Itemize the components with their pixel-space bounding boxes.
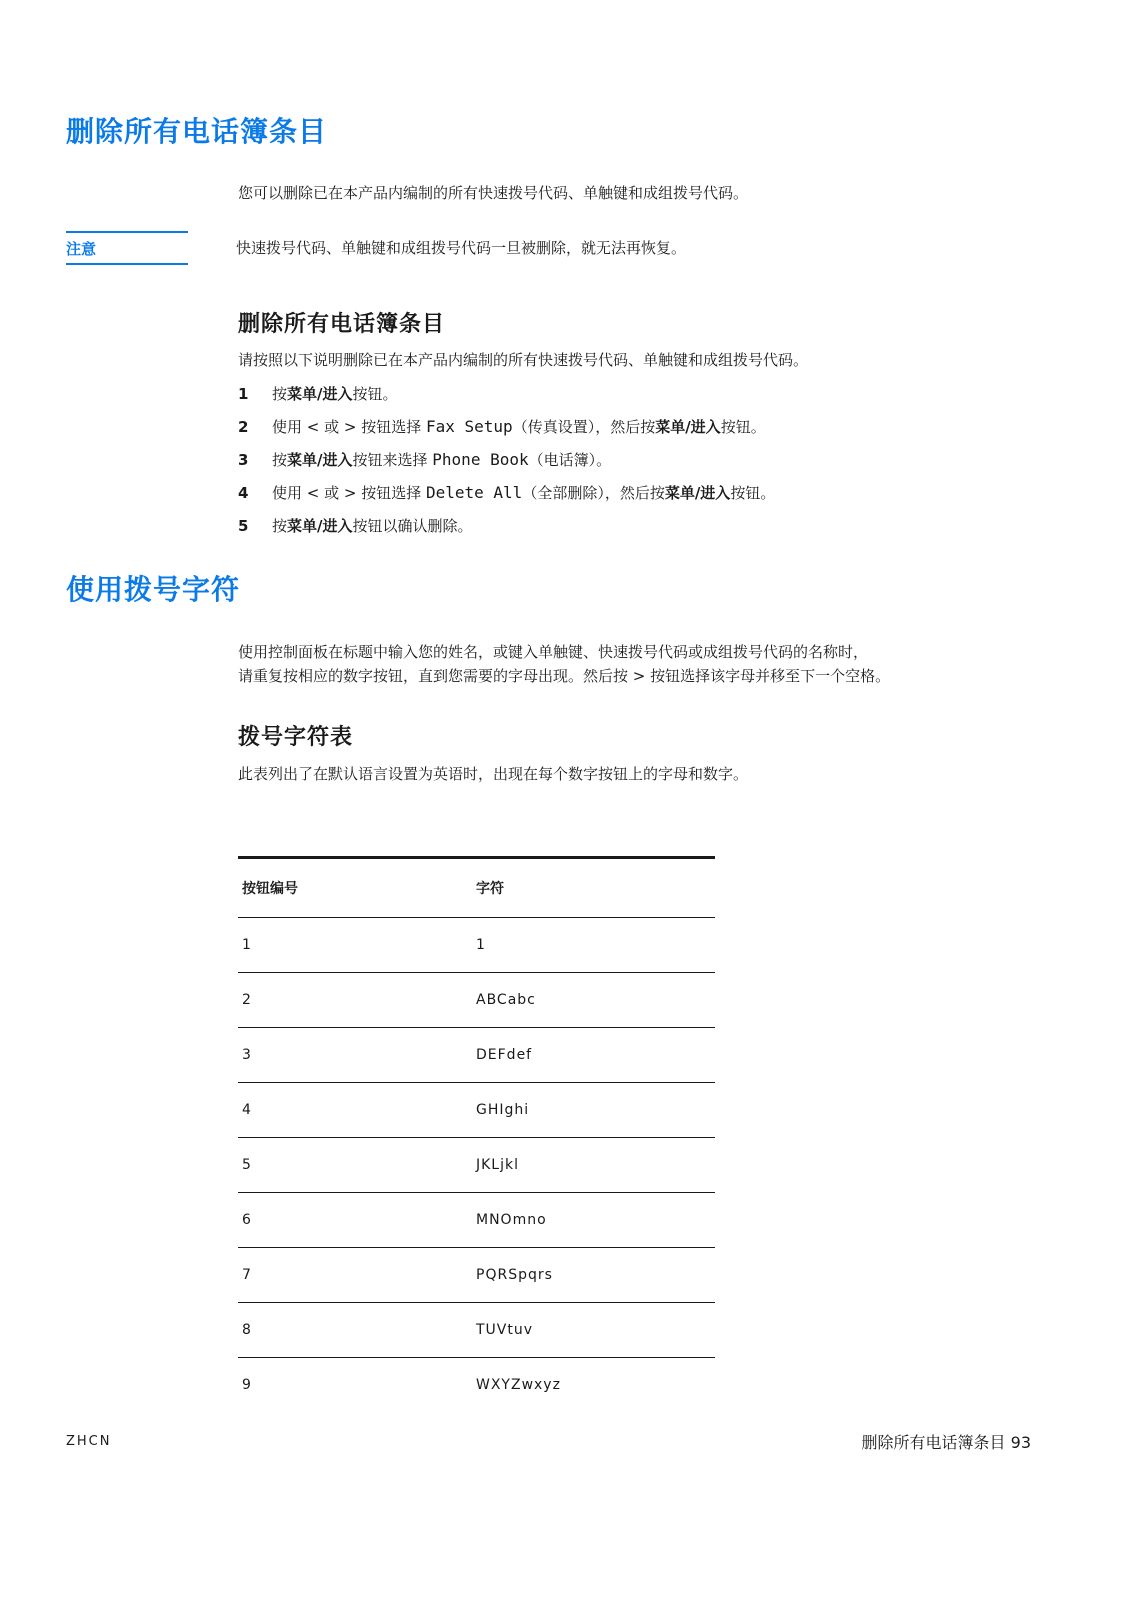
table-row (238, 918, 715, 973)
table-row (238, 1248, 715, 1303)
section2-paragraph-line2: 请重复按相应的数字按钮，直到您需要的字母出现。然后按 > 按钮选择该字母并移至下一个空格。 (238, 667, 891, 685)
step-bold-text: 菜单/进入 (287, 517, 353, 535)
button-number-cell: 1 (238, 918, 472, 973)
note-top-rule (66, 231, 188, 233)
characters-cell: ABCabc (472, 973, 715, 1028)
footer-page-label: 删除所有电话簿条目 93 (861, 1433, 1031, 1452)
note-label: 注意 (66, 240, 97, 258)
step-number: 3 (238, 451, 249, 469)
table-row (238, 1193, 715, 1248)
section-title-dial-characters: 使用拨号字符 (66, 573, 241, 606)
subsection-title-delete-entries: 删除所有电话簿条目 (238, 312, 446, 337)
step-mono-text: Phone Book (432, 450, 529, 469)
section-title-delete-entries: 删除所有电话簿条目 (66, 115, 328, 148)
button-number-cell: 3 (238, 1028, 472, 1083)
steps-list (238, 382, 775, 547)
step-bold-text: 菜单/进入 (287, 385, 353, 403)
characters-cell: TUVtuv (472, 1303, 715, 1358)
step-text: 按钮。 (720, 418, 766, 436)
characters-cell: DEFdef (472, 1028, 715, 1083)
step-number: 5 (238, 517, 249, 535)
step-text: 按 (272, 451, 288, 469)
step-text: （传真设置），然后按 (512, 418, 656, 436)
step-text: （全部删除），然后按 (522, 484, 665, 502)
button-number-cell: 5 (238, 1138, 472, 1193)
button-number-cell: 6 (238, 1193, 472, 1248)
step-5 (238, 514, 775, 547)
step-number: 2 (238, 418, 249, 436)
step-text: 使用 < 或 > 按钮选择 (272, 484, 426, 502)
step-number: 4 (238, 484, 249, 502)
table-row (238, 1138, 715, 1193)
section-intro: 您可以删除已在本产品内编制的所有快速拨号代码、单触键和成组拨号代码。 (238, 184, 749, 202)
step-1 (238, 382, 775, 415)
button-number-cell: 9 (242, 1377, 252, 1393)
step-text: （电话簿）。 (528, 451, 612, 469)
characters-cell: WXYZwxyz (476, 1377, 561, 1393)
note-bottom-rule (66, 263, 188, 265)
step-number: 1 (238, 385, 249, 403)
button-number-cell: 8 (238, 1303, 472, 1358)
section2-paragraph-line1: 使用控制面板在标题中输入您的姓名，或键入单触键、快速拨号代码或成组拨号代码的名称时， (238, 643, 869, 661)
subsection-title-char-table: 拨号字符表 (238, 725, 354, 750)
characters-cell: MNOmno (472, 1193, 715, 1248)
step-text: 按钮来选择 (352, 451, 433, 469)
step-text: 按钮。 (352, 385, 398, 403)
note-text: 快速拨号代码、单触键和成组拨号代码一旦被删除，就无法再恢复。 (236, 239, 687, 257)
characters-cell: PQRSpqrs (472, 1248, 715, 1303)
step-text: 使用 < 或 > 按钮选择 (272, 418, 426, 436)
table-row (238, 1358, 715, 1413)
step-mono-text: Delete All (425, 483, 523, 502)
button-number-cell: 7 (238, 1248, 472, 1303)
step-3 (238, 448, 775, 481)
char-table-intro: 此表列出了在默认语言设置为英语时，出现在每个数字按钮上的字母和数字。 (238, 765, 749, 783)
column-header-characters: 字符 (472, 858, 715, 918)
footer-locale-code: ZHCN (66, 1434, 112, 1449)
step-text: 按 (272, 517, 288, 535)
step-bold-text: 菜单/进入 (287, 451, 353, 469)
step-text: 按钮以确认删除。 (352, 517, 473, 535)
step-text: 按 (272, 385, 288, 403)
table-row (238, 1083, 715, 1138)
table-header-row (238, 858, 715, 918)
button-number-cell: 2 (238, 973, 472, 1028)
step-mono-text: Fax Setup (425, 417, 513, 436)
table-row (238, 1028, 715, 1083)
characters-cell: JKLjkl (472, 1138, 715, 1193)
step-4 (238, 481, 775, 514)
subsection-intro: 请按照以下说明删除已在本产品内编制的所有快速拨号代码、单触键和成组拨号代码。 (238, 351, 809, 369)
characters-cell: GHIghi (472, 1083, 715, 1138)
step-text: 按钮。 (730, 484, 776, 502)
column-header-button-number: 按钮编号 (238, 858, 472, 918)
step-2 (238, 415, 775, 448)
step-bold-text: 菜单/进入 (655, 418, 721, 436)
button-number-cell: 4 (238, 1083, 472, 1138)
table-row (238, 1303, 715, 1358)
table-row (238, 973, 715, 1028)
characters-cell: 1 (472, 918, 715, 973)
dial-characters-table (238, 856, 715, 1412)
step-bold-text: 菜单/进入 (664, 484, 731, 502)
